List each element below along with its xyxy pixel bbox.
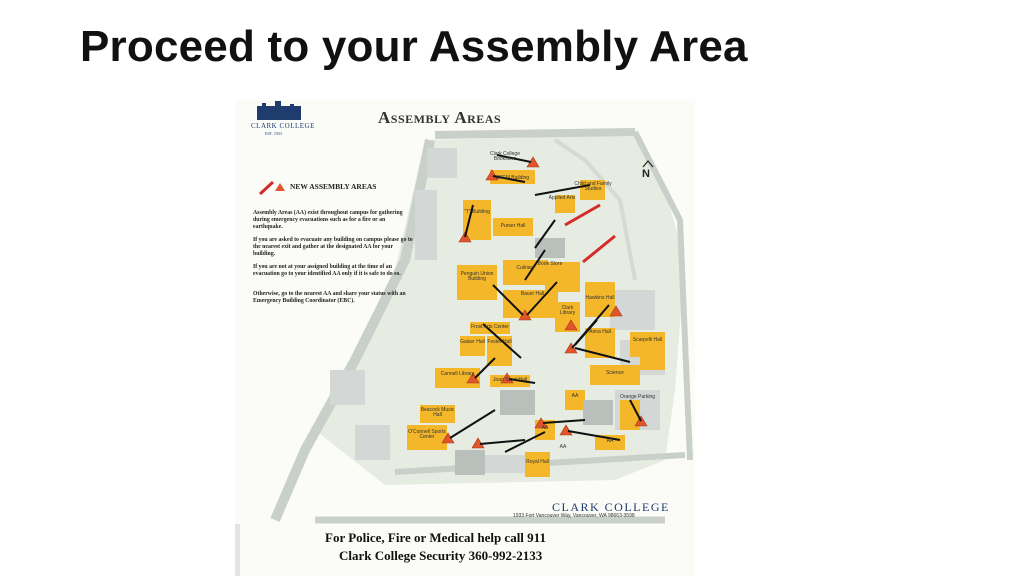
building: [640, 350, 665, 370]
building-label: Clark Library: [559, 305, 576, 316]
building-label: "T" Building: [464, 209, 490, 215]
parking-lot: [415, 190, 437, 260]
parking-lot: [330, 370, 365, 405]
building-label: AA: [571, 393, 579, 399]
emergency-call-text: For Police, Fire or Medical help call 911: [325, 530, 546, 545]
building-label: Royal Hall: [526, 459, 549, 465]
grey-building: [583, 400, 613, 425]
map-edge: [235, 524, 240, 576]
building-label: Cannell Library: [440, 371, 475, 377]
grey-building: [500, 390, 535, 415]
building-label: Gaiser Hall: [460, 339, 485, 345]
parking-lot: [427, 148, 457, 178]
footer-college-name: CLARK COLLEGE: [552, 500, 670, 514]
building-label: Anna Hall: [589, 329, 611, 335]
legend-paragraph: If you are asked to evacuate any building on campus please go to the nearest exit and gather at the designated AA for your building.: [253, 237, 413, 257]
building-label: Book Store: [537, 261, 563, 267]
building-label: O'Connell Sports Center: [408, 429, 446, 440]
legend-title: NEW ASSEMBLY AREAS: [290, 182, 377, 191]
legend-paragraph: Otherwise, go to the nearest AA and share your status with an Emergency Building Coordinator (EBC).: [253, 291, 406, 304]
north-label: N: [642, 168, 650, 180]
building-label: AA: [559, 444, 567, 450]
building-label: Child and Family Studies: [574, 181, 612, 192]
building-label: Bauer Hall: [520, 291, 545, 297]
building-label: Scarpelli Hall: [632, 337, 663, 343]
building-label: AA: [541, 425, 549, 431]
building-label: Orange Parking: [619, 394, 656, 400]
building-label: Culinary: [516, 265, 535, 271]
building-label: Beacock Music Hall: [420, 407, 455, 418]
road: [435, 132, 635, 135]
security-phone-text: Clark College Security 360-992-2133: [339, 548, 543, 563]
college-logo-sub: EST. 1933: [265, 131, 282, 136]
building-label: Applied Arts: [548, 195, 576, 201]
building-label: AA: [606, 438, 614, 444]
grey-building: [455, 450, 485, 475]
legend-paragraph: If you are not at your assigned building at the time of an evacuation go to your identified AA only if it is safe to do so.: [253, 264, 401, 277]
college-logo-text: CLARK COLLEGE: [251, 122, 315, 130]
building-label: Clark College Bookstore: [489, 151, 520, 162]
building-label: Penguin Union Building: [460, 271, 494, 282]
building-label: Joan Stout Hall: [493, 377, 527, 383]
building-label: Foster Hall: [487, 339, 512, 345]
building: [463, 200, 491, 240]
building-label: Frost Arts Center: [471, 324, 509, 330]
legend-paragraph: Assembly Areas (AA) exist throughout campus for gathering during emergency evacuations such as for a fire or an earthquake.: [253, 210, 403, 230]
college-logo-graphic: [257, 101, 301, 120]
footer-address: 1933 Fort Vancouver Way, Vancouver, WA 98663-3598: [513, 513, 635, 519]
campus-map: [235, 100, 695, 576]
parking-lot: [355, 425, 390, 460]
building-label: Hawkins Hall: [585, 295, 615, 301]
legend-symbol: [260, 182, 285, 194]
map-heading: Assembly Areas: [378, 108, 502, 127]
building-label: STEM Building: [495, 175, 530, 181]
building-label: Science: [606, 370, 624, 376]
building-label: Purser Hall: [500, 223, 526, 229]
slide-title: Proceed to your Assembly Area: [80, 22, 748, 71]
